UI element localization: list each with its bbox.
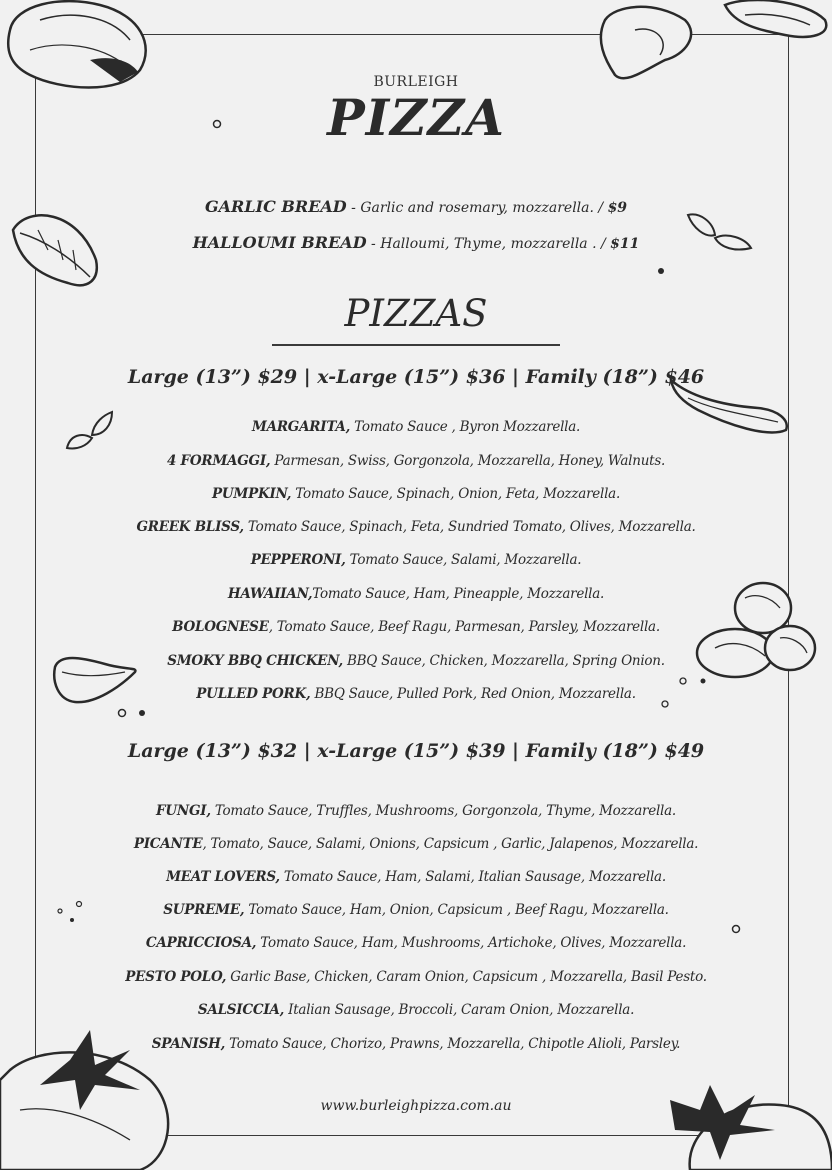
item-description: Italian Sausage, Broccoli, Caram Onion, Mozzarella. [284,1002,635,1018]
starter-price: $9 [607,200,628,216]
item-description: Tomato Sauce, Ham, Salami, Italian Sausage, Mozzarella. [279,869,666,885]
starter-name: HALLOUMI BREAD [192,233,367,252]
title-divider [272,344,560,346]
menu-item [0,803,832,819]
menu-item [0,1002,832,1018]
menu-item [0,453,832,469]
starter-separator: - [366,236,381,252]
tier1-price-line: Large (13”) $29 | x-Large (15”) $36 | Family (18”) $46 [127,366,705,388]
item-name: BOLOGNESE [172,619,269,635]
item-name: PEPPERONI, [250,552,346,568]
starter-line [0,197,832,216]
item-name: MEAT LOVERS, [166,869,280,885]
item-name: PICANTE [133,836,203,852]
menu-item [0,902,832,918]
item-name: SALSICCIA, [197,1002,285,1018]
item-description: BBQ Sauce, Chicken, Mozzarella, Spring Onion. [342,653,665,669]
menu-item [0,586,832,602]
item-name: HAWAIIAN, [227,586,313,602]
starter-line [0,233,832,252]
item-name: SMOKY BBQ CHICKEN, [167,653,343,669]
item-name: PESTO POLO, [125,969,227,985]
item-description: Garlic Base, Chicken, Caram Onion, Capsicum , Mozzarella, Basil Pesto. [226,969,707,985]
item-name: SUPREME, [163,902,245,918]
menu-item [0,686,832,702]
starter-separator: - [346,200,361,216]
item-description: Tomato Sauce, Chorizo, Prawns, Mozzarella, Chipotle Alioli, Parsley. [225,1036,681,1052]
item-name: GREEK BLISS, [136,519,244,535]
item-description: Tomato Sauce, Ham, Mushrooms, Artichoke, Olives, Mozzarella. [256,935,687,951]
item-name: FUNGI, [156,803,211,819]
item-description: Tomato Sauce, Truffles, Mushrooms, Gorgonzola, Thyme, Mozzarella. [210,803,676,819]
menu-item [0,1036,832,1052]
item-name: SPANISH, [151,1036,226,1052]
item-name: 4 FORMAGGI, [166,453,271,469]
item-name: CAPRICCIOSA, [145,935,257,951]
website-link[interactable]: www.burleighpizza.com.au [320,1098,512,1114]
starter-name: GARLIC BREAD [204,197,347,216]
section-title: PIZZAS [344,292,488,335]
menu-item [0,519,832,535]
item-description: BBQ Sauce, Pulled Pork, Red Onion, Mozzarella. [310,686,636,702]
menu-item [0,419,832,435]
item-description: Parmesan, Swiss, Gorgonzola, Mozzarella, Honey, Walnuts. [270,453,666,469]
item-description: Tomato Sauce, Ham, Onion, Capsicum , Beef Ragu, Mozzarella. [244,902,669,918]
brand-subtitle: BURLEIGH [373,74,459,90]
menu-item [0,935,832,951]
menu-item [0,869,832,885]
menu-item [0,653,832,669]
item-name: MARGARITA, [251,419,351,435]
item-name: PULLED PORK, [196,686,311,702]
item-description: Tomato Sauce, Spinach, Onion, Feta, Mozzarella. [291,486,621,502]
item-description: , Tomato, Sauce, Salami, Onions, Capsicum , Garlic, Jalapenos, Mozzarella. [202,836,699,852]
item-description: Tomato Sauce, Ham, Pineapple, Mozzarella. [312,586,605,602]
item-description: , Tomato Sauce, Beef Ragu, Parmesan, Parsley, Mozzarella. [268,619,660,635]
menu-item [0,486,832,502]
menu-item [0,836,832,852]
item-description: Tomato Sauce, Spinach, Feta, Sundried Tomato, Olives, Mozzarella. [243,519,696,535]
starter-price: $11 [610,236,640,252]
item-description: Tomato Sauce, Salami, Mozzarella. [345,552,582,568]
menu-item [0,969,832,985]
item-description: Tomato Sauce , Byron Mozzarella. [350,419,581,435]
menu-item [0,619,832,635]
item-name: PUMPKIN, [211,486,292,502]
brand-title: PIZZA [327,88,505,147]
menu-item [0,552,832,568]
starter-description: Halloumi, Thyme, mozzarella . / [380,236,611,252]
starter-description: Garlic and rosemary, mozzarella. / [360,200,608,216]
tier2-price-line: Large (13”) $32 | x-Large (15”) $39 | Family (18”) $49 [127,740,705,762]
